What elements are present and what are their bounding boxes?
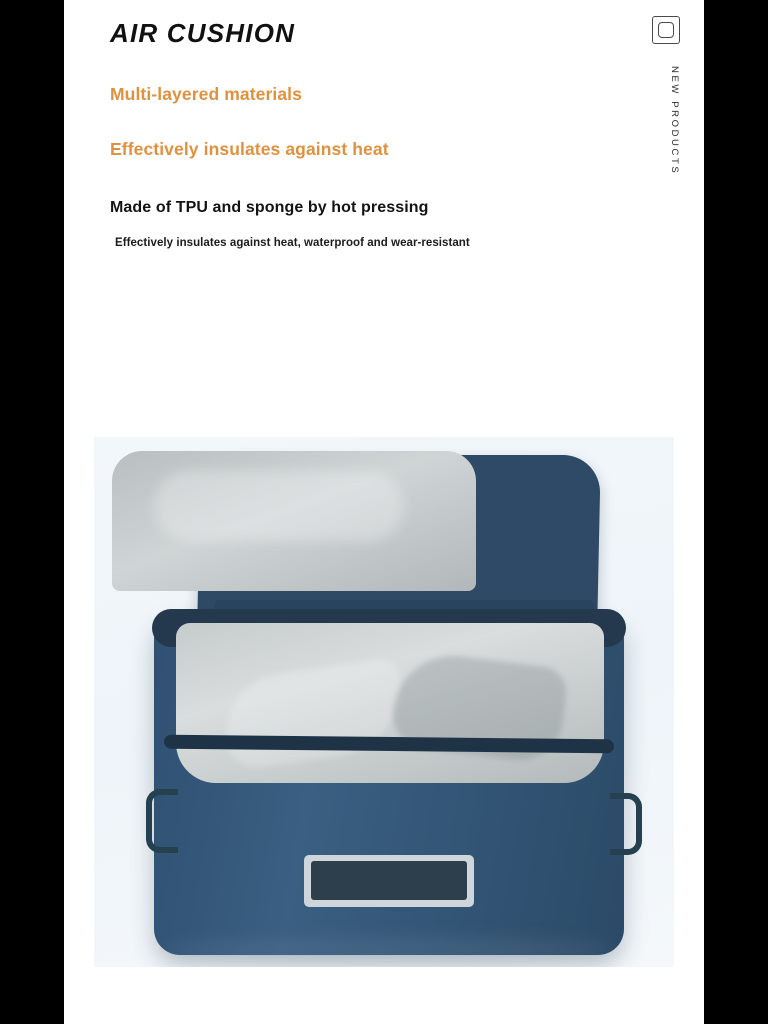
section-subtitle: Made of TPU and sponge by hot pressing [110,199,429,216]
product-photo [94,437,674,967]
letterbox-left [0,0,64,1024]
page-title: AIR CUSHION [110,18,296,48]
new-products-label: NEW PRODUCTS [669,66,680,176]
feature-text-insulates: Effectively insulates against heat [110,139,389,159]
rounded-square-icon-inner [658,22,674,38]
product-page [64,0,704,1024]
letterbox-right [704,0,768,1024]
cooler-handle-right [610,793,642,855]
cooler-front-badge-panel [311,861,467,900]
cooler-handle-left [146,789,178,853]
section-caption: Effectively insulates against heat, waterproof and wear-resistant [115,237,470,249]
cooler-ground-shadow [164,937,614,963]
cooler-lid-highlight [154,471,404,541]
feature-text-multi-layered: Multi-layered materials [110,84,302,104]
rounded-square-icon [652,16,682,46]
